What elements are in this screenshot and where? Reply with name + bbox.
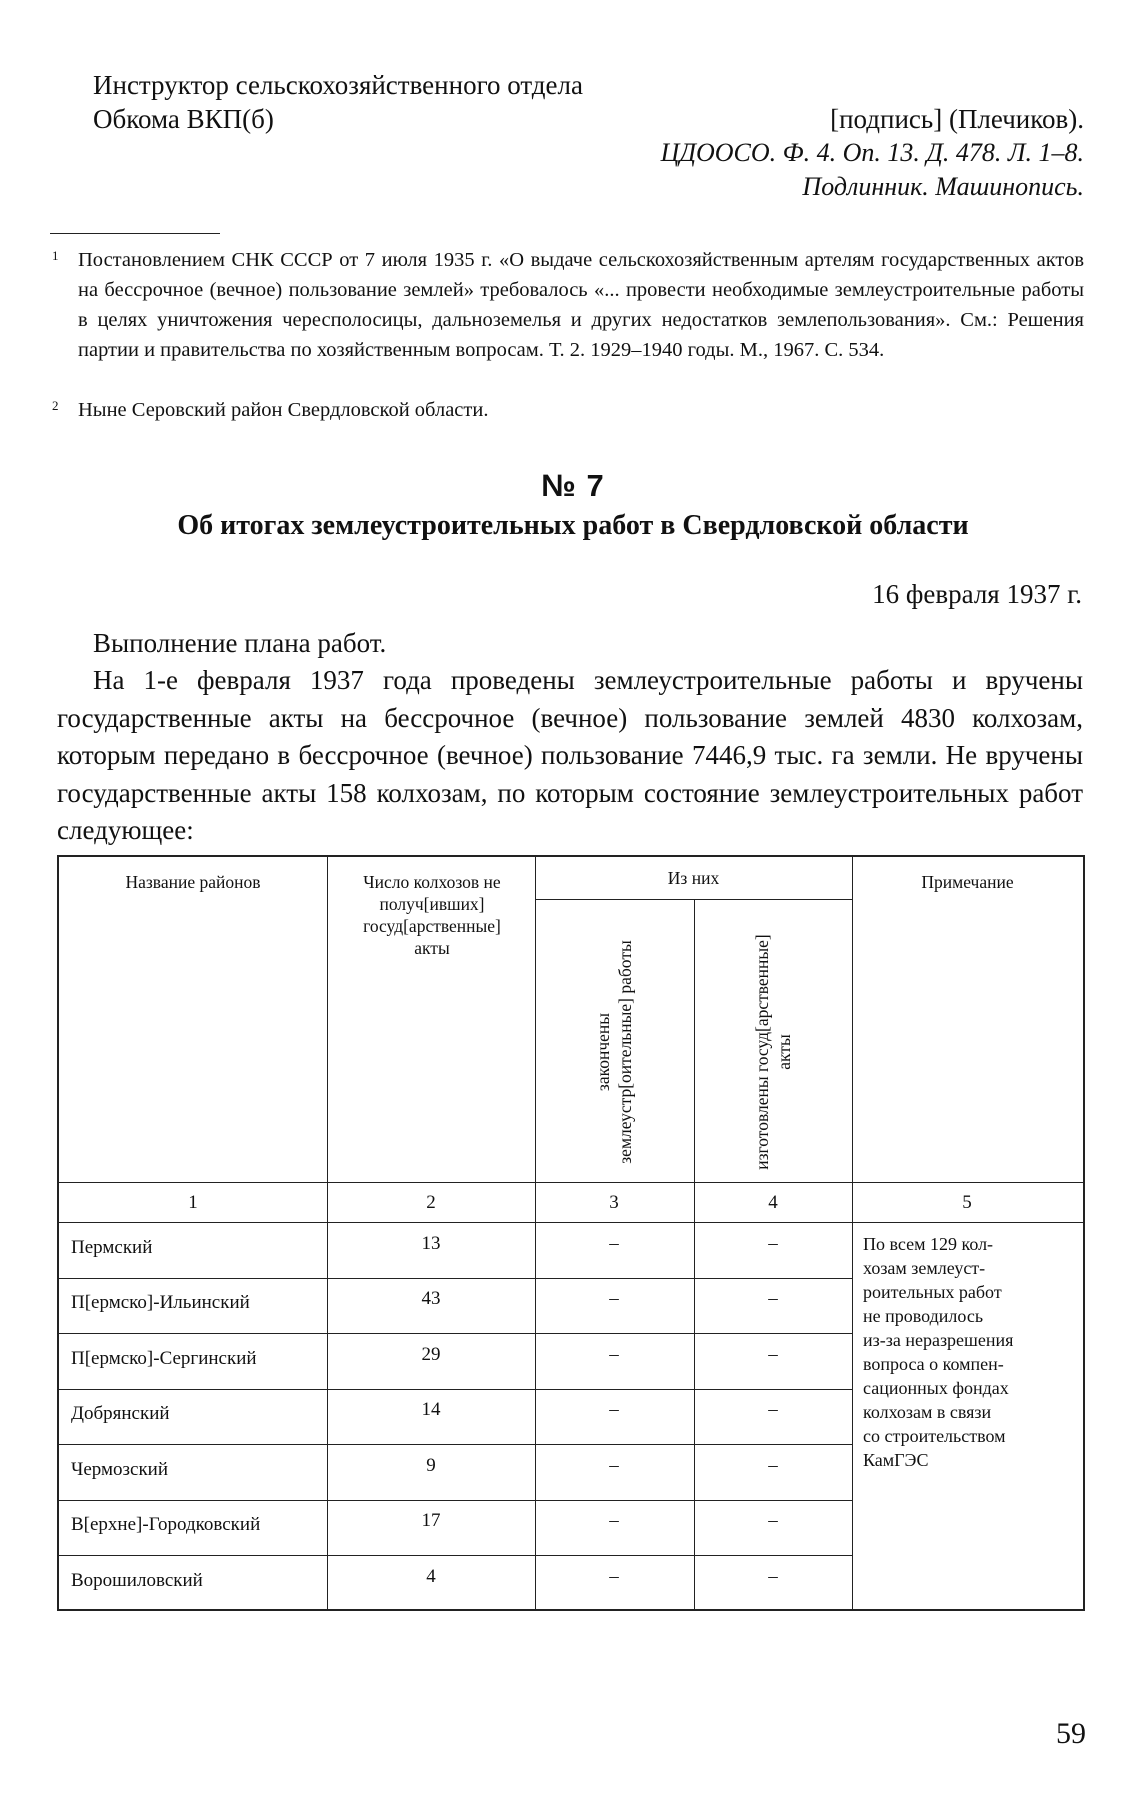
- column-number-1: 1: [188, 1192, 198, 1213]
- table-row-acts-made: –: [768, 1344, 778, 1365]
- archive-reference: ЦДООСО. Ф. 4. Оп. 13. Д. 478. Л. 1–8.: [660, 138, 1084, 167]
- note-line: роительных работ: [863, 1282, 1002, 1302]
- row-separator: [57, 1444, 852, 1445]
- row-separator: [57, 1500, 852, 1501]
- header-bottom-line: [57, 1182, 1085, 1183]
- column-number-4: 4: [768, 1192, 778, 1213]
- header-district-name: Название районов: [125, 872, 261, 892]
- districts-table: [57, 855, 1085, 1611]
- table-row-completed: –: [609, 1566, 619, 1587]
- footnote-2: [52, 395, 1084, 425]
- signature-text: [подпись] (Плечиков).: [830, 104, 1084, 134]
- row-separator: [57, 1555, 852, 1556]
- col-divider-2: [535, 855, 536, 1611]
- page-number: 59: [1056, 1717, 1086, 1750]
- header-works-completed: закончены землеустр[оительные] работы: [593, 940, 635, 1164]
- table-row-district: Добрянский: [71, 1403, 170, 1424]
- original-note: Подлинник. Машинопись.: [802, 172, 1084, 201]
- header-acts-made: изготовлены госуд[арственные] акты: [752, 934, 794, 1170]
- table-row-acts-made: –: [768, 1455, 778, 1476]
- table-row-acts-made: –: [768, 1566, 778, 1587]
- footnote-1-mark: 1: [52, 248, 59, 263]
- table-row-completed: –: [609, 1455, 619, 1476]
- table-border-top: [57, 855, 1085, 857]
- table-row-count: 9: [426, 1455, 436, 1476]
- table-row-acts-made: –: [768, 1288, 778, 1309]
- table-note: [863, 1232, 1075, 1472]
- body-paragraph: На 1-е февраля 1937 года проведены землеустроительные работы и вручены государственные акты на бессрочное (вечное) пользование землей 4830 колхозам, которым передано в бессрочное (вечное) пользование 7446,9 тыс. га земли. Не вручены государственные акты 158 колхозам, по которым состояние землеустроительных работ следующее:: [57, 665, 1083, 845]
- table-row-district: Пермский: [71, 1237, 153, 1258]
- table-border-right: [1083, 855, 1085, 1611]
- table-border-bottom: [57, 1609, 1085, 1611]
- row-separator: [57, 1278, 852, 1279]
- note-line: со строительством: [863, 1426, 1006, 1446]
- note-line: из-за неразрешения: [863, 1330, 1014, 1350]
- column-number-3: 3: [609, 1192, 619, 1213]
- note-line: хозам землеуст-: [863, 1258, 986, 1278]
- note-line: сационных фондах: [863, 1378, 1009, 1398]
- table-row-district: В[ерхне]-Городковский: [71, 1514, 261, 1535]
- row-separator: [57, 1333, 852, 1334]
- table-row-count: 43: [421, 1288, 441, 1309]
- number-row-line: [57, 1222, 1085, 1223]
- note-line: По всем 129 кол-: [863, 1234, 994, 1254]
- col-divider-1: [327, 855, 328, 1611]
- table-row-count: 17: [421, 1510, 441, 1531]
- footnote-2-text: Ныне Серовский район Свердловской области.: [78, 399, 489, 421]
- table-row-completed: –: [609, 1399, 619, 1420]
- table-row-acts-made: –: [768, 1233, 778, 1254]
- footnote-1-text: Постановлением СНК СССР от 7 июля 1935 г. «О выдаче сельскохозяйственным артелям государственных актов на бессрочное (вечное) пользование землей» требовалось «... провести необходимые землеустроительные работы в целях уничтожения чересполосицы, дальноземелья и других недостатков землепользования». См.: Решения партии и правительства по хозяйственным вопросам. Т. 2. 1929–1940 годы. М., 1967. С. 534.: [78, 249, 1084, 361]
- table-row-completed: –: [609, 1344, 619, 1365]
- note-line: не проводилось: [863, 1306, 984, 1326]
- table-row-district: Чермозский: [71, 1459, 169, 1480]
- document-number: № 7: [541, 468, 605, 503]
- table-row-acts-made: –: [768, 1510, 778, 1531]
- column-number-2: 2: [426, 1192, 436, 1213]
- table-row-count: 29: [421, 1344, 441, 1365]
- note-line: КамГЭС: [863, 1450, 929, 1470]
- table-row-completed: –: [609, 1510, 619, 1531]
- document-title: Об итогах землеустроительных работ в Свердловской области: [177, 510, 969, 541]
- group-header-line: [535, 899, 852, 900]
- table-row-acts-made: –: [768, 1399, 778, 1420]
- row-separator: [57, 1389, 852, 1390]
- column-number-5: 5: [962, 1192, 972, 1213]
- signer-position-line1: Инструктор сельскохозяйственного отдела: [93, 70, 583, 100]
- table-row-count: 4: [426, 1566, 436, 1587]
- table-row-completed: –: [609, 1233, 619, 1254]
- table-row-count: 14: [421, 1399, 441, 1420]
- signer-position-line2: Обкома ВКП(б): [93, 104, 274, 134]
- footnote-divider: [50, 233, 220, 234]
- note-line: колхозам в связи: [863, 1402, 992, 1422]
- col-divider-3: [694, 899, 695, 1611]
- document-date: 16 февраля 1937 г.: [872, 579, 1082, 609]
- table-row-completed: –: [609, 1288, 619, 1309]
- table-row-count: 13: [421, 1233, 441, 1254]
- header-kolkhoz-count: Число колхозов не получ[ивших] госуд[арственные] акты: [363, 872, 501, 958]
- table-row-district: П[ермско]-Сергинский: [71, 1348, 257, 1369]
- table-row-district: Ворошиловский: [71, 1570, 203, 1591]
- table-row-district: П[ермско]-Ильинский: [71, 1292, 250, 1313]
- table-border-left: [57, 855, 59, 1611]
- footnote-2-mark: 2: [52, 398, 59, 413]
- footnote-1: [52, 245, 1084, 365]
- header-note: Примечание: [921, 872, 1014, 892]
- note-line: вопроса о компен-: [863, 1354, 1004, 1374]
- section-heading: Выполнение плана работ.: [93, 628, 387, 658]
- col-divider-4: [852, 855, 853, 1611]
- header-of-them: Из них: [667, 868, 720, 888]
